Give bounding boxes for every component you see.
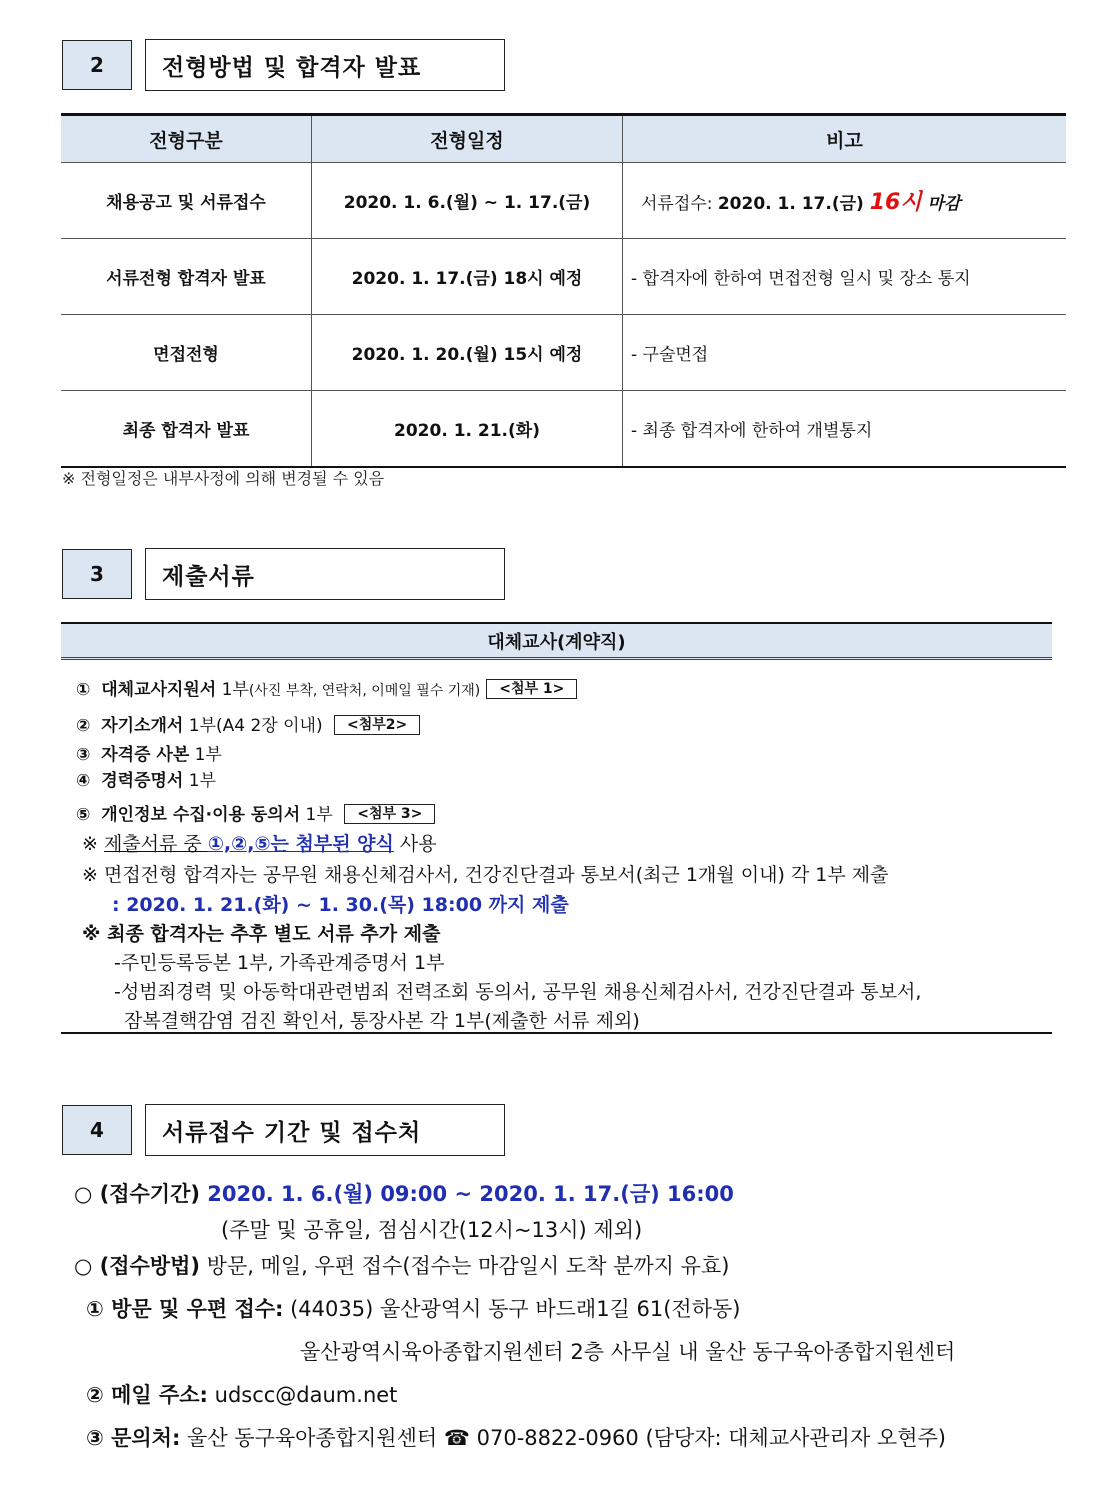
period-value: 2020. 1. 6.(월) 09:00 ~ 2020. 1. 17.(금) 16:00: [207, 1182, 734, 1206]
schedule-table: [61, 113, 1066, 468]
interview-docs-deadline: : 2020. 1. 21.(화) ~ 1. 30.(목) 18:00 까지 제출: [112, 894, 569, 916]
schedule-cell: 2020. 1. 20.(월) 15시 예정: [312, 315, 623, 391]
category-cell: 서류전형 합격자 발표: [61, 239, 312, 315]
item-mark: ④: [76, 771, 91, 791]
note-suffix: 마감: [921, 194, 961, 214]
category-cell: 채용공고 및 서류접수: [61, 163, 312, 239]
period-exclusion-note: (주말 및 공휴일, 점심시간(12시~13시) 제외): [221, 1218, 643, 1242]
attachment-tag: <첨부 3>: [344, 804, 435, 824]
section-number: 4: [62, 1105, 132, 1155]
final-docs-note: ※ 최종 합격자는 추후 별도 서류 추가 제출: [82, 923, 441, 945]
item-name: 대체교사지원서: [101, 680, 217, 700]
period-label: ○ (접수기간): [74, 1182, 208, 1206]
item-detail: (사진 부착, 연락처, 이메일 필수 기재): [248, 683, 481, 699]
method-value: 방문, 메일, 우편 접수(접수는 마감일시 도착 분까지 유효): [199, 1254, 730, 1278]
note-cell: - 최종 합격자에 한하여 개별통지: [623, 391, 1067, 468]
schedule-cell: 2020. 1. 21.(화): [312, 391, 623, 468]
attachment-tag: <첨부 1>: [486, 679, 577, 699]
contact-value: 울산 동구육아종합지원센터 ☎ 070-8822-0960 (담당자: 대체교사관리자 오현주): [180, 1426, 946, 1450]
note-cell: [623, 163, 1067, 239]
item-mark: ②: [76, 716, 91, 736]
column-header: 전형구분: [61, 115, 312, 163]
section-title: 전형방법 및 합격자 발표: [145, 39, 505, 91]
visit-value: (44035) 울산광역시 동구 바드래1길 61(전하동): [283, 1297, 741, 1321]
mail-value: udscc@daum.net: [207, 1383, 398, 1407]
item-name: 자격증 사본: [101, 745, 190, 765]
column-header: 전형일정: [312, 115, 623, 163]
mail-label: ② 메일 주소:: [86, 1383, 208, 1407]
schedule-cell: 2020. 1. 6.(월) ~ 1. 17.(금): [312, 163, 623, 239]
contact-info: [86, 1422, 946, 1452]
item-detail: (A4 2장 이내): [216, 716, 323, 736]
schedule-footnote: ※ 전형일정은 내부사정에 의해 변경될 수 있음: [62, 469, 385, 488]
item-mark: ③: [76, 745, 91, 765]
note-cell: - 구술면접: [623, 315, 1067, 391]
schedule-cell: 2020. 1. 17.(금) 18시 예정: [312, 239, 623, 315]
final-docs-item: -주민등록등본 1부, 가족관계증명서 1부: [114, 952, 445, 974]
item-name: 개인정보 수집·이용 동의서: [101, 805, 301, 825]
document-item-1: [76, 675, 577, 700]
table-row: [61, 163, 1066, 239]
item-qty: 1부: [300, 805, 333, 825]
item-mark: ①: [76, 680, 91, 700]
receipt-method: [74, 1250, 729, 1280]
note-mark: ※: [82, 833, 104, 855]
item-qty: 1부: [183, 771, 216, 791]
contact-label: ③ 문의처:: [86, 1426, 181, 1450]
note-highlight: ①,②,⑤는 첨부된 양식: [207, 833, 394, 855]
receipt-period: [74, 1178, 734, 1208]
visit-address-detail: 울산광역시육아종합지원센터 2층 사무실 내 울산 동구육아종합지원센터: [300, 1340, 956, 1364]
table-row: [61, 239, 1066, 315]
documents-box-title: 대체교사(계약직): [61, 622, 1052, 660]
note-text: 제출서류 중: [103, 833, 208, 855]
visit-mail-address: [86, 1293, 740, 1323]
column-header: 비고: [623, 115, 1067, 163]
table-row: [61, 315, 1066, 391]
item-mark: ⑤: [76, 805, 91, 825]
attachment-tag: <첨부2>: [334, 715, 420, 735]
item-qty: 1부: [183, 716, 216, 736]
final-docs-item: -성범죄경력 및 아동학대관련범죄 전력조회 동의서, 공무원 채용신체검사서, 건강진단결과 통보서,: [114, 981, 922, 1003]
document-item-5: [76, 800, 435, 825]
form-usage-note: [82, 829, 437, 856]
item-qty: 1부: [216, 680, 249, 700]
category-cell: 최종 합격자 발표: [61, 391, 312, 468]
note-date: 2020. 1. 17.(금): [717, 194, 870, 214]
method-label: ○ (접수방법): [74, 1254, 200, 1278]
note-cell: - 합격자에 한하여 면접전형 일시 및 장소 통지: [623, 239, 1067, 315]
category-cell: 면접전형: [61, 315, 312, 391]
visit-label: ① 방문 및 우편 접수:: [86, 1297, 284, 1321]
documents-box-bottom-rule: [61, 1032, 1052, 1034]
section-number: 2: [62, 40, 132, 90]
note-prefix: 서류접수:: [641, 194, 718, 214]
interview-docs-note: ※ 면접전형 합격자는 공무원 채용신체검사서, 건강진단결과 통보서(최근 1개월 이내) 각 1부 제출: [82, 864, 889, 886]
item-name: 자기소개서: [101, 716, 184, 736]
section-title: 서류접수 기간 및 접수처: [145, 1104, 505, 1156]
document-item-3: [76, 740, 222, 765]
section-number: 3: [62, 549, 132, 599]
item-qty: 1부: [189, 745, 222, 765]
document-item-4: [76, 766, 216, 791]
document-item-2: [76, 711, 420, 736]
final-docs-item: 잠복결핵감염 검진 확인서, 통장사본 각 1부(제출한 서류 제외): [124, 1010, 640, 1032]
table-header-row: [61, 115, 1066, 163]
item-name: 경력증명서: [101, 771, 184, 791]
note-text-end: 사용: [393, 833, 437, 855]
email-address: [86, 1379, 397, 1409]
deadline-time: 16시: [869, 190, 922, 215]
section-title: 제출서류: [145, 548, 505, 600]
table-row: [61, 391, 1066, 468]
